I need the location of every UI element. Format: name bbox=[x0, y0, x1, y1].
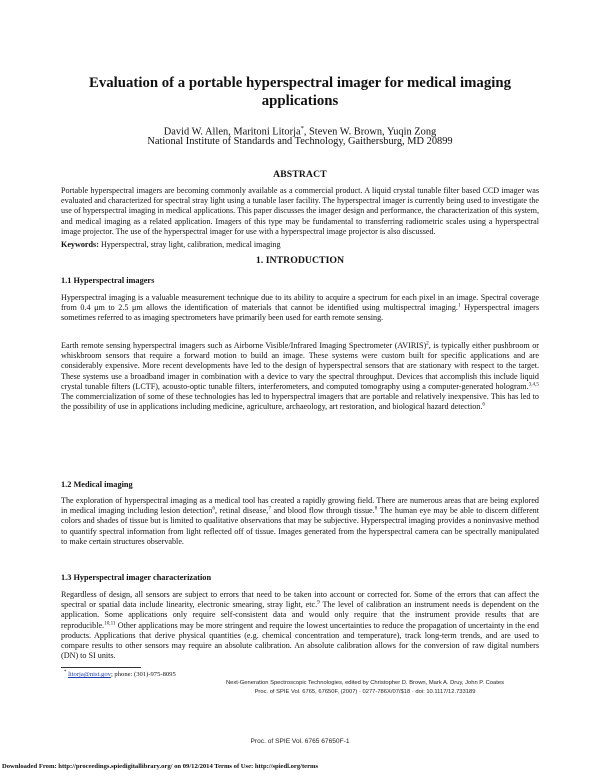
citation: 6 bbox=[212, 505, 215, 512]
paragraph-1-1-b: Earth remote sensing hyperspectral imagers such as Airborne Visible/Infrared Imaging Spectrometer (AVIRIS)$^2$, is typically either pushbroom or whiskbroom sensors that require a forward motion to build an image. These systems were custom built for specific applications and are considerably expensive. More recent developments have led to the design of hyperspectral sensors that are stationary with respect to the target. These systems use a broadband imager in combination with a device to vary the spectral throughput. Devices that accomplish this include liquid crystal tunable filters (LCTF), acousto-optic tunable filters, interferometers, and computed tomography using a computer-generated hologram.$^{3,4,5}$ The commercialization of some of these technologies has led to hyperspectral imagers that are portable and relatively inexpensive. This has led to the possibility of use in applications including medicine, agriculture, archaeology, art restoration, and biological hazard detection.$^6$ bbox=[61, 340, 539, 412]
subsection-heading-1-1: 1.1 Hyperspectral imagers bbox=[61, 276, 155, 285]
keywords-label: Keywords: bbox=[61, 240, 99, 249]
corresponding-author-mark: * bbox=[300, 125, 304, 132]
authors-text: David W. Allen, Maritoni Litorja bbox=[163, 126, 301, 138]
paragraph-1-1-a: Hyperspectral imaging is a valuable measurement technique due to its ability to acquire a spectrum for each pixel in an image. Spectral coverage from 0.4 μm to 2.5 μm allows the identification of materials that cannot be identified using multispectral imaging.$^1$ Hyperspectral imagers sometimes referred to as imaging spectrometers have primarily been used for earth remote sensing. bbox=[61, 293, 539, 323]
publication-info bbox=[200, 679, 530, 696]
footnote bbox=[64, 670, 176, 678]
citation: 2 bbox=[426, 340, 429, 347]
page-footer: Proc. of SPIE Vol. 6765 67650F-1 bbox=[250, 738, 350, 745]
citation: 7 bbox=[268, 505, 271, 512]
abstract-heading: ABSTRACT bbox=[273, 169, 327, 180]
authors-text-continued: , Steven W. Brown, Yuqin Zong bbox=[303, 126, 437, 138]
author-affiliation: National Institute of Standards and Technology, Gaithersburg, MD 20899 bbox=[147, 136, 453, 147]
citation: 9 bbox=[317, 599, 320, 606]
footnote-mark: * bbox=[64, 670, 67, 675]
abstract-text: Portable hyperspectral imagers are becoming commonly available as a commercial product. A liquid crystal tunable filter based CCD imager was evaluated and characterized for spectral stray light using a tunable laser facility. The hyperspectral imager is currently being used to investigate the use of hyperspectral imaging in medical applications. This paper discusses the imager design and performance, the characterization of this system, and medical imaging as a related application. Imagers of this type may be fundamental to transferring radiometric scales using a hyperspectral image projector. The use of the hyperspectral imager for use with a hyperspectral image projector is also discussed. bbox=[61, 186, 539, 236]
footnote-phone: ; phone: (301)-975-8095 bbox=[110, 671, 176, 679]
download-notice: Downloaded From: http://proceedings.spiedigitallibrary.org/ on 09/12/2014 Terms of Use: http://spiedl.org/terms bbox=[2, 763, 319, 770]
paragraph-1-2: The exploration of hyperspectral imaging as a medical tool has created a rapidly growing field. There are numerous areas that are being explored in medical imaging including lesion detection$^6$, retinal disease,$^7$ and blood flow through tissue.$^8$ The human eye may be able to discern different colors and shades of tissue but is limited to qualitative observations that may be subjective. Hyperspectral imaging provides a noninvasive method to quantify spectral information from light reflected off of tissue. Images generated from the hyperspectral camera can be spectrally manipulated to make certain structures observable. bbox=[61, 496, 539, 546]
publication-info-line-1: Next-Generation Spectroscopic Technologies, edited by Christopher D. Brown, Mark A. Druy, John P. Coates bbox=[225, 680, 505, 686]
keywords bbox=[61, 240, 539, 250]
section-heading-introduction: 1. INTRODUCTION bbox=[255, 255, 345, 266]
citation: 3,4,5 bbox=[528, 381, 539, 388]
citation: 1 bbox=[457, 302, 461, 309]
email-link[interactable]: litorja@nist.gov bbox=[68, 671, 111, 679]
subsection-heading-1-3: 1.3 Hyperspectral imager characterization bbox=[61, 573, 212, 582]
paragraph-1-3: Regardless of design, all sensors are subject to errors that need to be taken into account or corrected for. Some of the errors that can affect the spectral or spatial data include linearity, electronic smearing, stray light, etc.$^9$ The level of calibration an instrument needs is dependent on the application. Some applications only require self-consistent data and would only require that the instrument provide results that are reproducible.$^{10,11}$ Other applications may be more stringent and require the lowest uncertainties to reduce the propagation of uncertainty in the end products. Applications that derive physical quantities (e.g. chemical concentration and temperature), track long-term trends, and are used to compare results to other sensors may require an absolute calibration. An absolute calibration allows for the conversion of raw digital numbers (DN) to SI units. bbox=[61, 590, 539, 661]
paper-title: Evaluation of a portable hyperspectral imager for medical imaging applications bbox=[89, 75, 511, 109]
footnote-rule bbox=[61, 667, 141, 668]
publication-info-line-2: Proc. of SPIE Vol. 6765, 67650F, (2007) · 0277-786X/07/$18 · doi: 10.1117/12.733189 bbox=[254, 688, 476, 695]
citation: 8 bbox=[374, 505, 378, 512]
citation: 10,11 bbox=[104, 619, 116, 626]
keywords-text: Hyperspectral, stray light, calibration, medical imaging bbox=[98, 240, 281, 249]
subsection-heading-1-2: 1.2 Medical imaging bbox=[61, 480, 133, 489]
citation: 6 bbox=[482, 401, 485, 408]
